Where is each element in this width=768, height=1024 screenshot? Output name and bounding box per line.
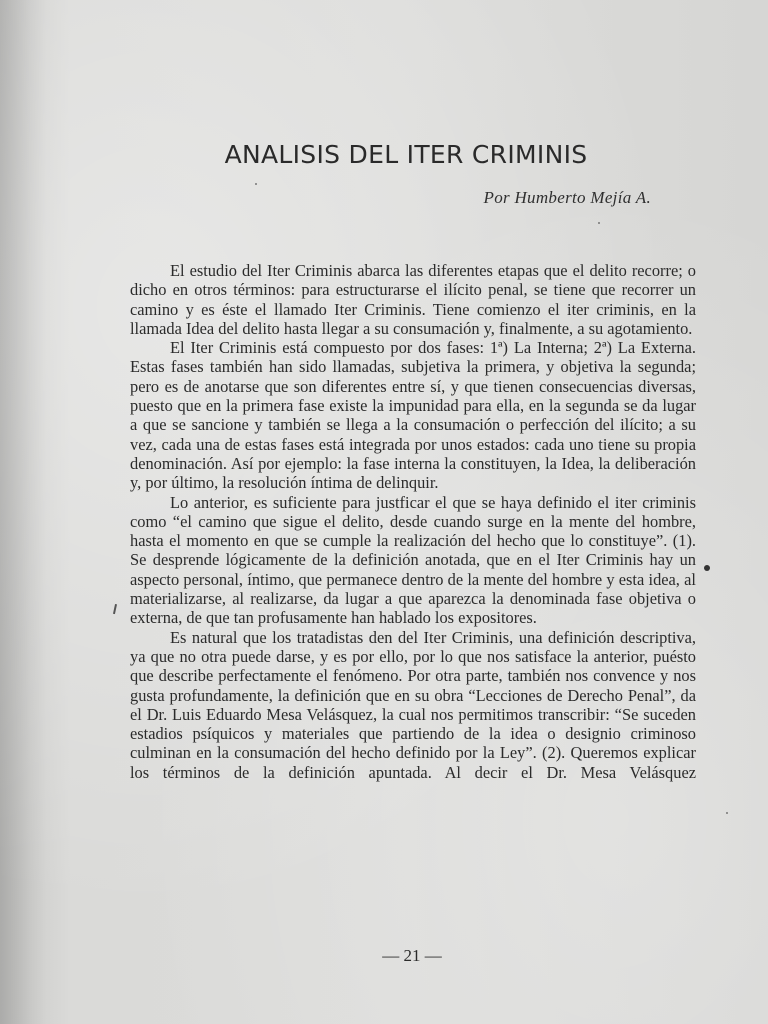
paragraph: Es natural que los tratadistas den del Iter Criminis, una definición descriptiva, ya que no otra puede darse, y es por ello, por lo que nos satisface la anterior, puésto que describe perfectamente el fenómeno. Por otra parte, también nos convence y nos gusta profundamente, la definición que en su obra “Lecciones de Derecho Penal”, da el Dr. Luis Eduardo Mesa Velásquez, la cual nos permitimos transcribir: “Se suceden estadios psíquicos y materiales que partiendo de la idea o designio criminoso culminan en la consumación del hecho definido por la Ley”. (2). Queremos explicar los términos de la definición apuntada. Al decir el Dr. Mesa Velásquez	[130, 627, 696, 782]
margin-mark	[704, 565, 710, 571]
article-author: Por Humberto Mejía A.	[483, 188, 651, 207]
paragraph: El Iter Criminis está compuesto por dos fases: 1ª) La Interna; 2ª) La Externa. Estas fases también han sido llamadas, subjetiva la primera, y objetiva la segunda; pero es de anotarse que son diferentes entre sí, y que tienen consecuencias diversas, puesto que en la primera fase existe la impunidad para ella, en la segunda se da lugar a que se sancione y también se llega a la consumación o perfección del ilícito; a su vez, cada una de estas fases está integrada por unos estados: cada uno tiene su propia denominación. Así por ejemplo: la fase interna la constituyen, la Idea, la deliberación y, por último, la resolución íntima de delinquir.	[130, 338, 696, 493]
paragraph: El estudio del Iter Criminis abarca las diferentes etapas que el delito recorre; o dicho en otros términos: para estructurarse el ilícito penal, se tiene que recorrer un camino y es éste el llamado Iter Criminis. Tiene comienzo el iter criminis, en la llamada Idea del delito hasta llegar a su consumación y, finalmente, a su agotamiento.	[130, 261, 696, 338]
scan-speck	[598, 222, 600, 224]
page-number: — 21 —	[382, 946, 442, 965]
article-title: ANALISIS DEL ITER CRIMINIS	[224, 140, 588, 169]
scan-speck	[726, 812, 728, 814]
scan-speck	[255, 183, 257, 185]
margin-mark	[113, 604, 117, 614]
paragraph: Lo anterior, es suficiente para justficar el que se haya definido el iter criminis como “el camino que sigue el delito, desde cuando surge en la mente del hombre, hasta el momento en que se cumple la realización del hecho que lo constituye”. (1). Se desprende lógicamente de la definición anotada, que en el Iter Criminis hay un aspecto personal, íntimo, que permanece dentro de la mente del hombre y esta idea, al materializarse, al realizarse, da lugar a que aparezca la denominada fase objetiva o externa, de que tan profusamente han hablado los expositores.	[130, 492, 696, 628]
article-body	[130, 261, 696, 782]
